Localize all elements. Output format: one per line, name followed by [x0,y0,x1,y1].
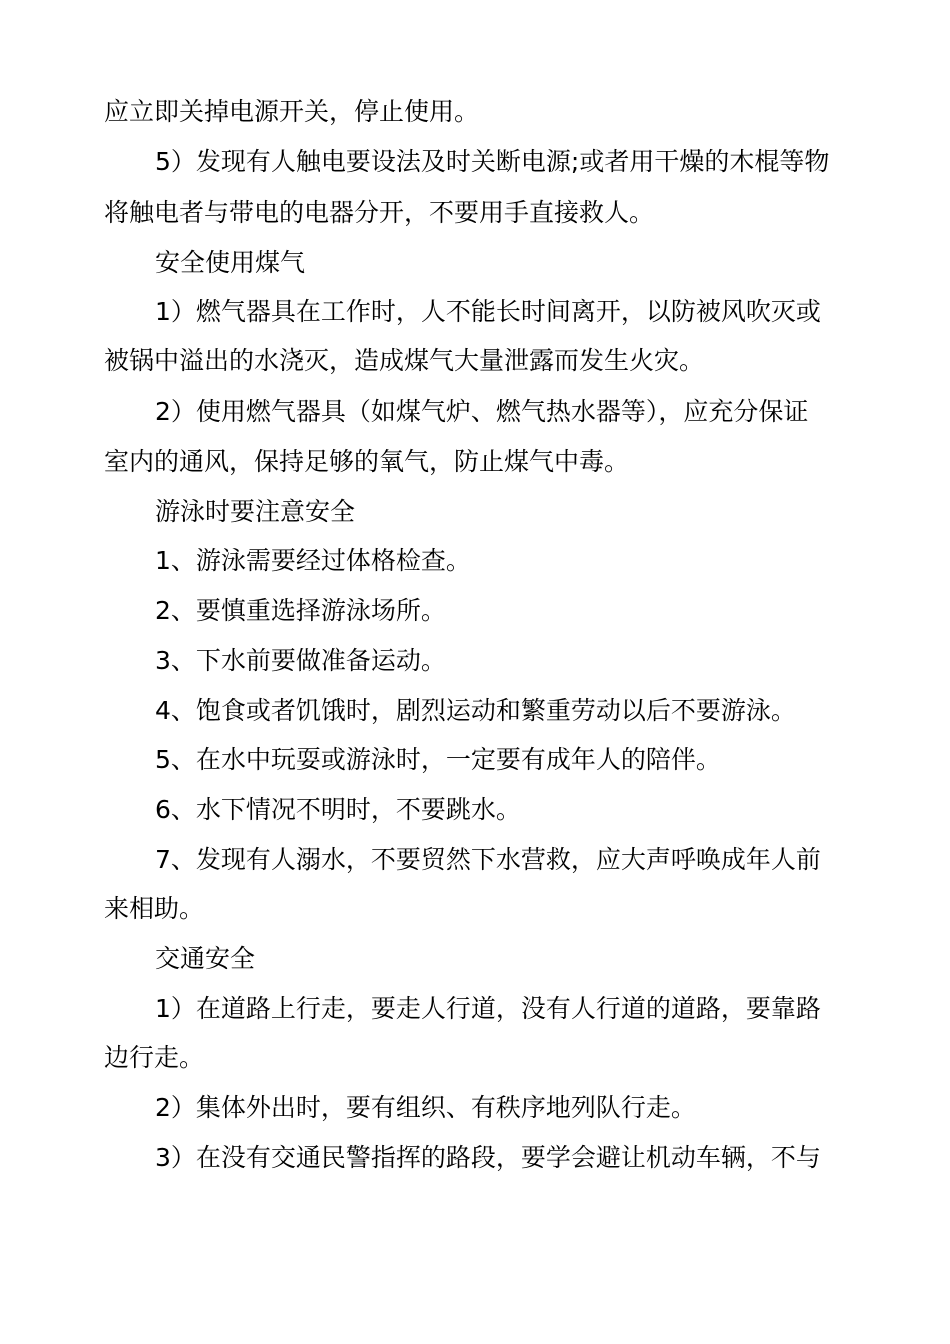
text-line: 5）发现有人触电要设法及时关断电源;或者用干燥的木棍等物 [155,147,830,176]
text-line: 1）燃气器具在工作时，人不能长时间离开，以防被风吹灭或 [155,297,821,326]
text-line: 7、发现有人溺水，不要贸然下水营救，应大声呼唤成年人前 [155,845,821,874]
text-line: 2）集体外出时，要有组织、有秩序地列队行走。 [155,1093,696,1122]
section-heading: 安全使用煤气 [155,248,306,277]
text-line: 边行走。 [104,1043,205,1072]
text-line: 来相助。 [104,894,205,923]
text-line: 2）使用燃气器具（如煤气炉、燃气热水器等），应充分保证 [155,397,809,426]
text-line: 1）在道路上行走，要走人行道，没有人行道的道路，要靠路 [155,994,821,1023]
text-line: 室内的通风，保持足够的氧气，防止煤气中毒。 [104,447,630,476]
text-line: 1、游泳需要经过体格检查。 [155,546,471,575]
text-line: 4、饱食或者饥饿时，剧烈运动和繁重劳动以后不要游泳。 [155,696,796,725]
text-line: 将触电者与带电的电器分开，不要用手直接救人。 [104,198,655,227]
section-heading: 游泳时要注意安全 [155,497,356,526]
section-heading: 交通安全 [155,944,256,973]
text-line: 应立即关掉电源开关，停止使用。 [104,97,480,126]
text-line: 5、在水中玩耍或游泳时，一定要有成年人的陪伴。 [155,745,721,774]
text-line: 3）在没有交通民警指挥的路段，要学会避让机动车辆，不与 [155,1143,821,1172]
text-line: 3、下水前要做准备运动。 [155,646,446,675]
text-line: 被锅中溢出的水浇灭，造成煤气大量泄露而发生火灾。 [104,346,705,375]
text-line: 6、水下情况不明时，不要跳水。 [155,795,521,824]
text-line: 2、要慎重选择游泳场所。 [155,596,446,625]
